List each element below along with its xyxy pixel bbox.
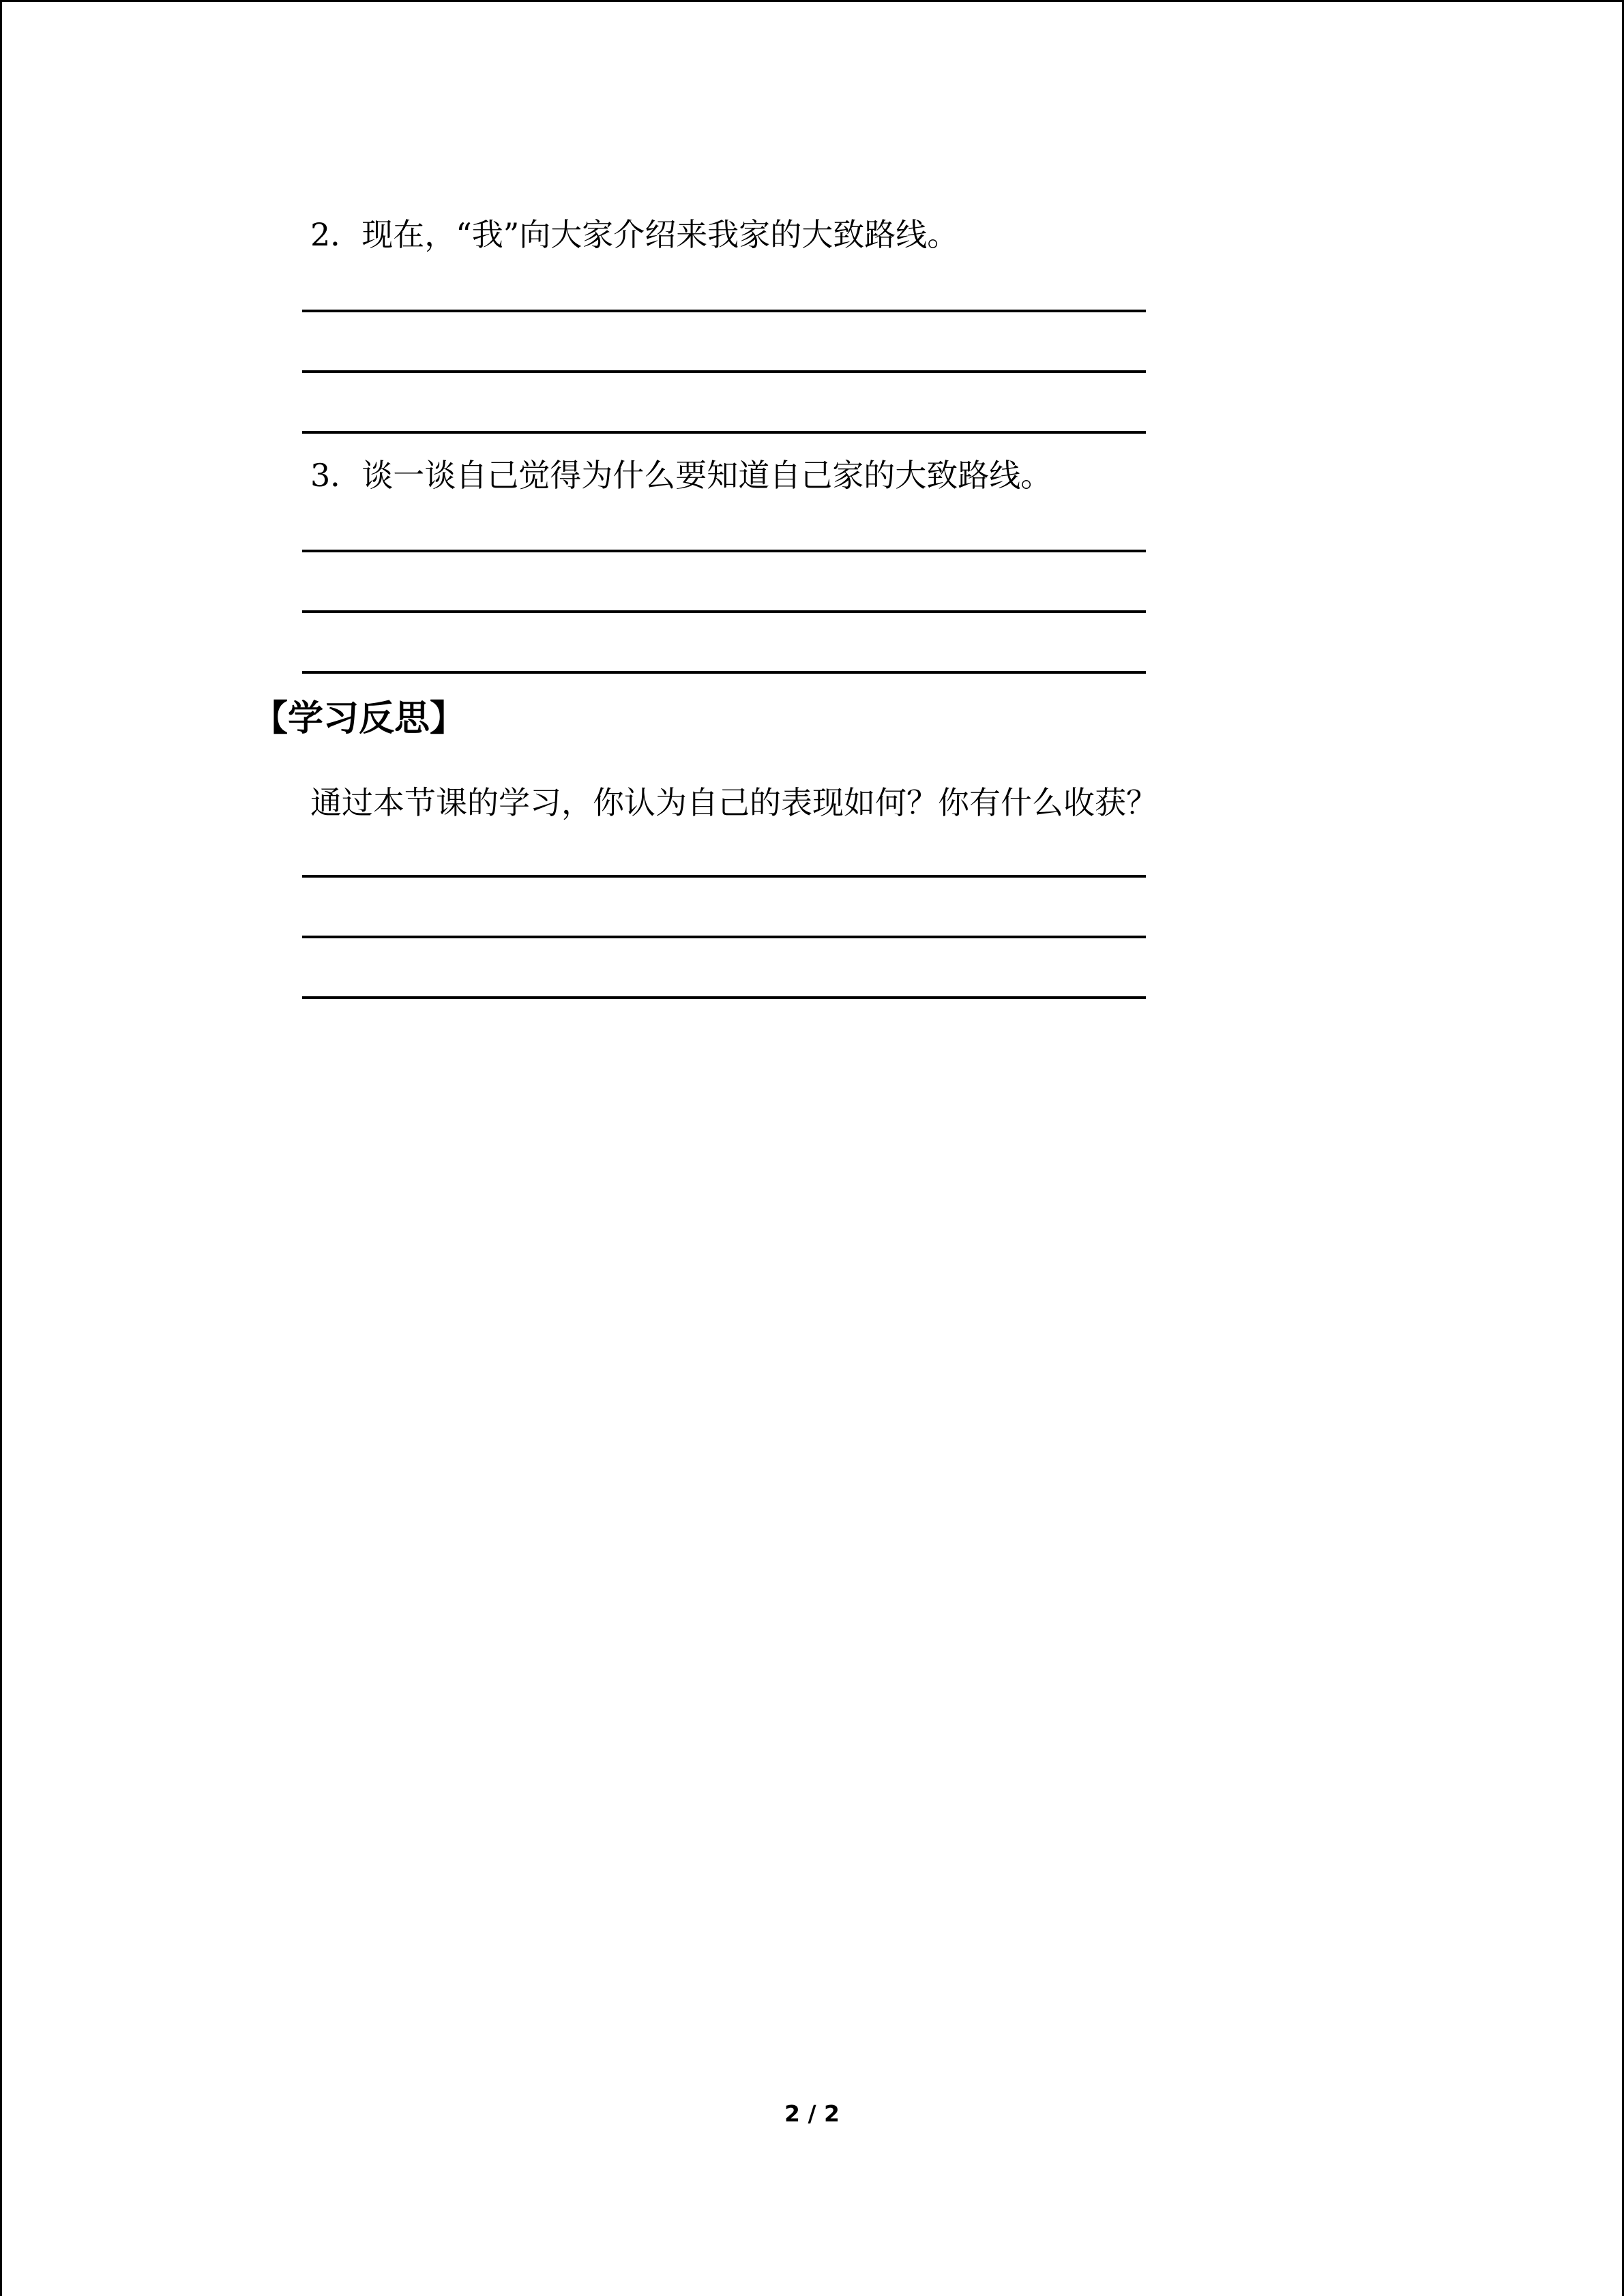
- answer-line: [302, 310, 1146, 312]
- answer-line: [302, 875, 1146, 878]
- reflection-prompt: 通过本节课的学习，你认为自己的表现如何？你有什么收获？: [310, 784, 1157, 821]
- answer-line: [302, 550, 1146, 552]
- answer-line: [302, 671, 1146, 674]
- question-2-text: 2．现在，“我”向大家介绍来我家的大致路线。: [310, 216, 959, 253]
- answer-line: [302, 936, 1146, 938]
- question-3-text: 3．谈一谈自己觉得为什么要知道自己家的大致路线。: [310, 457, 1052, 494]
- answer-line: [302, 431, 1146, 434]
- page-number: 2 / 2: [784, 2100, 840, 2127]
- answer-line: [302, 996, 1146, 999]
- answer-line: [302, 610, 1146, 613]
- answer-line: [302, 370, 1146, 373]
- reflection-heading: 【学习反思】: [252, 698, 466, 739]
